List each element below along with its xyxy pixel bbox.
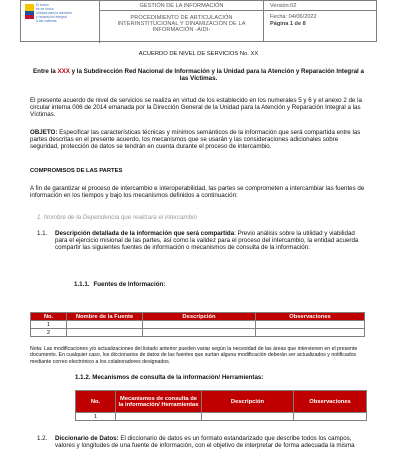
logo-text — [36, 3, 72, 23]
logo-sub-1: Unidad para la atención — [36, 11, 72, 15]
col-description: Descripción — [202, 391, 294, 413]
modification-note: Nota: Las modificaciones y/o actualizaciones del listado anterior pueden variar según la necesidad de las áreas que intervienen en el presente documento. En cualquier caso, los diccionarios de datos de las fuentes que surtan alguna modificación deberán ser actualizados y notificados mediante correo electrónico a los colaboradores designados. — [30, 346, 358, 365]
header-procedure-name — [100, 11, 264, 42]
table-cell[interactable]: 2 — [31, 329, 67, 337]
document-header — [20, 0, 377, 42]
objeto-text: Especificar las características técnicas y mínimos semánticos de la información que será compartida entre las partes descritas en el presente acuerdo, los mecanismos que se usarán y las consideraciones adicionales sobre seguridad, protección de datos se tendrán en cuenta durante el proceso de intercambio. — [30, 129, 361, 151]
document-title: ACUERDO DE NIVEL DE SERVICIOS No. XX — [138, 51, 259, 57]
header-process-name: GESTIÓN DE LA INFORMACIÓN — [100, 1, 264, 10]
table-cell[interactable] — [143, 329, 256, 337]
col-mechanism: Mecanismos de consulta de la información/ Herramientas — [116, 391, 202, 413]
table-cell[interactable] — [143, 321, 256, 329]
procedure-line-2: INTERINSTITUCIONAL Y DINAMIZACIÓN DE LA — [117, 21, 246, 27]
table-cell[interactable] — [294, 413, 367, 421]
compromisos-heading: COMPROMISOS DE LAS PARTES — [30, 168, 123, 174]
col-no: No. — [31, 313, 67, 321]
header-row-1 — [100, 1, 376, 11]
logo-sub-2: y reparación integral — [36, 15, 67, 19]
section-1-1-number: 1.1. — [37, 230, 48, 237]
col-observations: Observaciones — [256, 313, 365, 321]
subsection-1-1-1-number: 1.1.1. — [74, 281, 90, 288]
table-row — [31, 321, 365, 329]
logo-line-2: es de todos — [36, 7, 54, 11]
table-cell[interactable] — [256, 329, 365, 337]
paragraph-commitment: A fin de garantizar el proceso de intercambio e interoperabilidad, las partes se comprometen a intercambiar las fuentes de información en los tiempos y bajo los mecanismos definidos a continuación: — [30, 185, 365, 200]
section-1-2-text: El diccionario de datos es un formato estandarizado que describe todos los campos, valores y longitudes de una fuente de información, con el objetivo de interpretar de forma adecuada la misma — [55, 435, 355, 450]
header-date: Fecha: 04/06/2022 — [270, 14, 317, 20]
intro-placeholder: XXX — [57, 68, 70, 75]
header-row-2 — [100, 11, 376, 42]
section-1-1-text: : Previo análisis sobre la utilidad y viabilidad para el ejercicio misional de las partes, así como la validez para el proceso del intercambio, la entidad acuerda compartir las siguientes fuentes de información o mecanismos de consulta de la información: — [55, 230, 359, 252]
logo-cell — [21, 1, 100, 43]
objeto-label: OBJETO: — [30, 129, 58, 136]
paragraph-objeto — [30, 129, 365, 151]
section-1-2-label: Diccionario de Datos: — [55, 435, 119, 442]
intro-after: y la Subdirección Red Nacional de Información y la Unidad para la Atención y Reparación Integral a las Víctimas. — [69, 68, 364, 83]
col-description: Descripción — [143, 313, 256, 321]
table-cell[interactable]: 1 — [31, 321, 67, 329]
mechanisms-table-header — [76, 391, 367, 413]
col-no: No. — [76, 391, 116, 413]
table-cell[interactable] — [202, 413, 294, 421]
subsection-1-1-1 — [74, 281, 165, 288]
table-row — [76, 413, 367, 421]
table-cell[interactable]: 1 — [76, 413, 116, 421]
table-cell[interactable] — [256, 321, 365, 329]
colombia-flag-icon — [25, 4, 34, 19]
intro-before: Entre la — [33, 68, 58, 75]
logo-sub-3: a las víctimas — [36, 19, 57, 23]
table-cell[interactable] — [116, 413, 202, 421]
logo-line-1: El futuro — [36, 3, 49, 7]
intro-statement — [30, 68, 367, 82]
subsection-1-1-2: 1.1.2. Mecanismos de consulta de la información/ Herramientas: — [75, 374, 264, 381]
section-1-1-label: Descripción detallada de la información que será compartida — [55, 230, 235, 237]
procedure-line-3: INFORMACIÓN -AIDI- — [152, 27, 211, 33]
section-1-2-number: 1.2. — [37, 435, 48, 442]
table-cell[interactable] — [67, 321, 143, 329]
col-source-name: Nombre de la Fuente — [67, 313, 143, 321]
header-page: Página 1 de 8 — [270, 21, 306, 27]
section-1-1 — [37, 230, 365, 252]
section-1-2 — [37, 435, 367, 450]
paragraph-legal-basis: El presente acuerdo de nivel de servicios se realiza en virtud de los establecido en los numerales 5 y 6 y el anexo 2 de la circular interna 006 de 2014 emanada por la Dirección General de la Unidad para la Atención y Reparación Integral a las Víctimas. — [30, 97, 362, 119]
table-row — [31, 329, 365, 337]
subsection-1-1-1-label: Fuentes de Información: — [93, 281, 166, 288]
col-observations: Observaciones — [294, 391, 367, 413]
header-meta — [264, 11, 376, 42]
table-cell[interactable] — [67, 329, 143, 337]
procedure-line-1: PROCEDIMIENTO DE ARTICULACIÓN — [130, 15, 233, 21]
list-item-dependencia: 1. Nombre de la Dependencia que realizara el intercambio — [37, 214, 197, 221]
sources-table-header — [31, 313, 365, 321]
mechanisms-table — [75, 390, 367, 421]
header-version: Versión:02 — [270, 3, 297, 9]
sources-table — [30, 312, 365, 337]
